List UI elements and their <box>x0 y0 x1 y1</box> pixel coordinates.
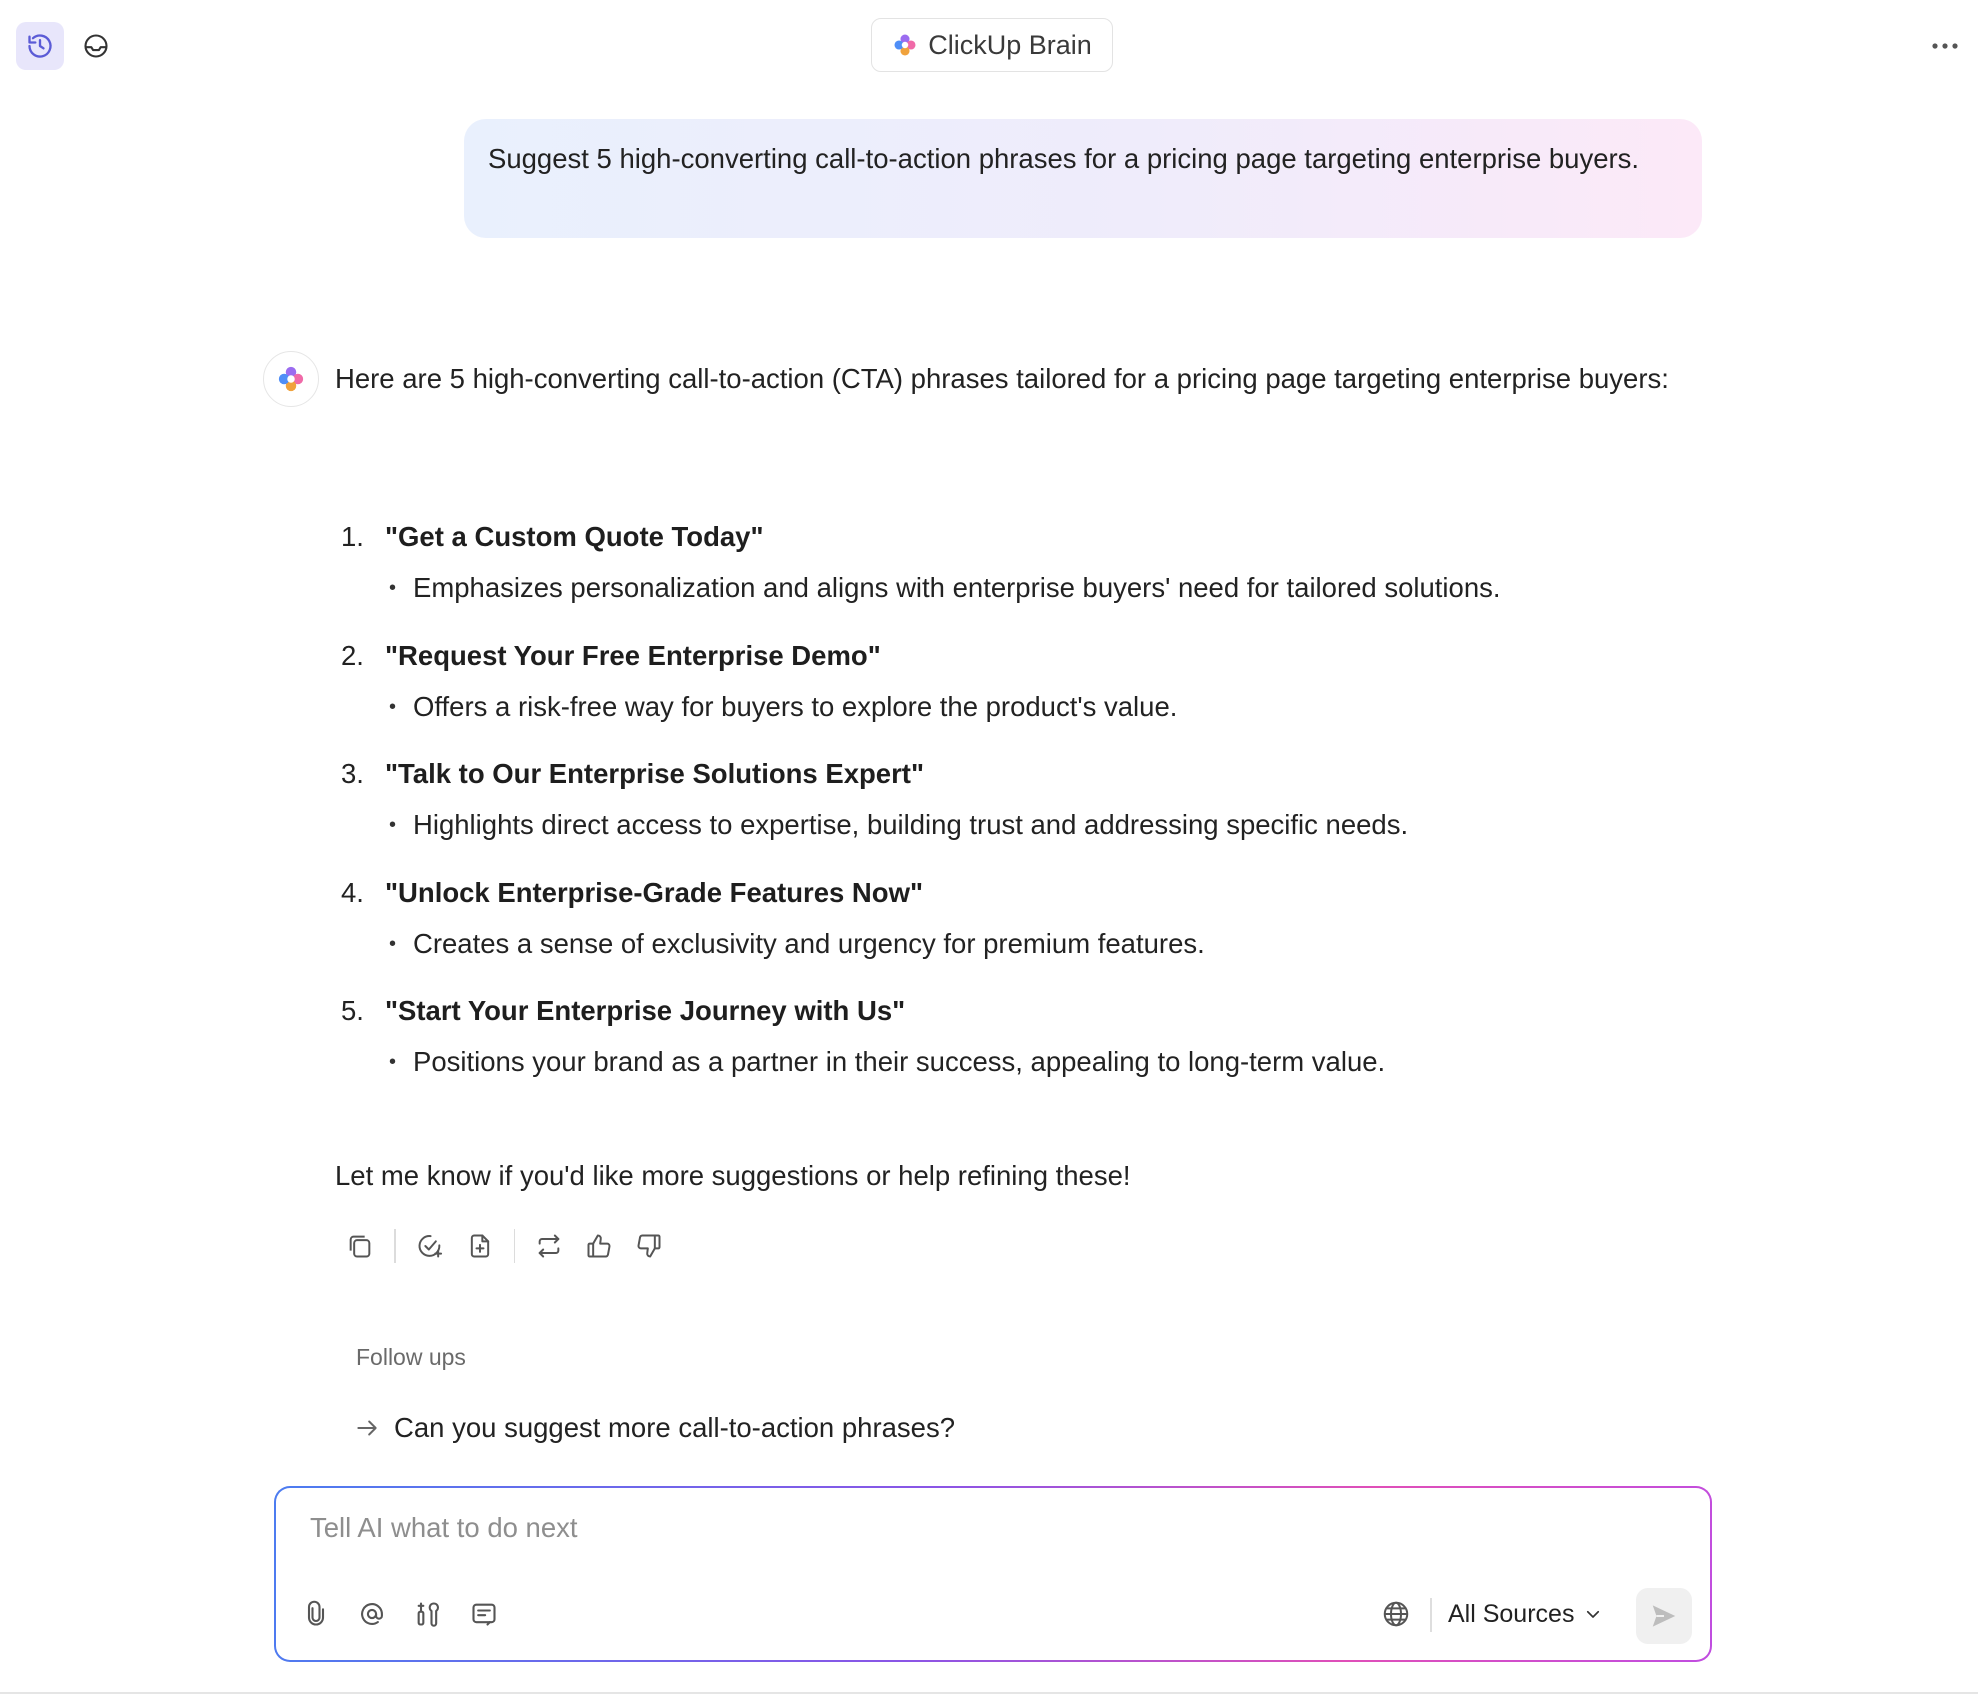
followup-text: Can you suggest more call-to-action phrases? <box>394 1412 955 1443</box>
cta-title: "Get a Custom Quote Today" <box>385 521 764 552</box>
cta-detail: • Highlights direct access to expertise, building trust and addressing specific needs. <box>413 801 1408 849</box>
add-to-doc-button[interactable] <box>458 1224 502 1268</box>
history-clock-icon <box>26 32 54 60</box>
chevron-down-icon <box>1584 1605 1602 1623</box>
template-icon <box>470 1600 498 1628</box>
ai-avatar <box>263 351 319 407</box>
copy-icon <box>346 1232 374 1260</box>
composer <box>274 1486 1712 1662</box>
regenerate-icon <box>535 1232 563 1260</box>
inbox-button[interactable] <box>72 22 120 70</box>
list-number: 4. <box>341 876 364 908</box>
send-button[interactable] <box>1636 1588 1692 1644</box>
thumbs-up-button[interactable] <box>577 1224 621 1268</box>
brain-logo-icon <box>892 32 918 58</box>
cta-detail: • Creates a sense of exclusivity and urgency for premium features. <box>413 920 1205 968</box>
divider <box>394 1229 396 1263</box>
cta-detail: • Offers a risk-free way for buyers to explore the product's value. <box>413 683 1177 731</box>
add-to-doc-icon <box>466 1232 494 1260</box>
brain-logo-icon <box>276 364 306 394</box>
arrow-right-icon <box>354 1415 380 1441</box>
globe-icon <box>1381 1599 1411 1629</box>
regenerate-button[interactable] <box>527 1224 571 1268</box>
mention-icon <box>358 1600 386 1628</box>
cta-title: "Request Your Free Enterprise Demo" <box>385 639 881 671</box>
list-number: 3. <box>341 758 364 789</box>
inbox-icon <box>82 32 110 60</box>
sources-label: All Sources <box>1448 1599 1575 1628</box>
prompt-input[interactable] <box>310 1512 1510 1544</box>
create-task-icon <box>416 1232 444 1260</box>
sources-dropdown[interactable] <box>1448 1592 1602 1636</box>
list-item <box>335 632 1695 751</box>
tools-button[interactable] <box>406 1592 450 1636</box>
list-item <box>335 513 1695 632</box>
cta-list <box>335 513 1695 1106</box>
cta-detail: • Emphasizes personalization and aligns with enterprise buyers' need for tailored solutions. <box>413 564 1501 612</box>
list-number: 2. <box>341 639 364 671</box>
list-number: 5. <box>341 995 364 1026</box>
mention-button[interactable] <box>350 1592 394 1636</box>
send-icon <box>1649 1601 1679 1631</box>
cta-title: "Unlock Enterprise-Grade Features Now" <box>385 876 924 908</box>
list-number: 1. <box>341 521 364 552</box>
attach-icon <box>302 1600 330 1628</box>
ai-response-intro: Here are 5 high-converting call-to-action (CTA) phrases tailored for a pricing page targeting enterprise buyers: <box>335 363 1669 394</box>
list-item <box>335 987 1695 1106</box>
tools-icon <box>414 1600 442 1628</box>
copy-button[interactable] <box>338 1224 382 1268</box>
followups-label: Follow ups <box>356 1344 466 1370</box>
cta-title: "Talk to Our Enterprise Solutions Expert" <box>385 758 924 789</box>
brain-title-pill[interactable] <box>871 18 1113 72</box>
followup-suggestion[interactable] <box>354 1412 955 1444</box>
template-button[interactable] <box>462 1592 506 1636</box>
user-message-bubble <box>464 119 1702 238</box>
cta-detail: • Positions your brand as a partner in their success, appealing to long-term value. <box>413 1038 1385 1086</box>
create-task-button[interactable] <box>408 1224 452 1268</box>
response-actions <box>338 1224 671 1268</box>
thumbs-down-icon <box>635 1232 663 1260</box>
user-message-text: Suggest 5 high-converting call-to-action phrases for a pricing page targeting enterprise buyers. <box>488 143 1640 174</box>
divider <box>1430 1598 1432 1632</box>
thumbs-down-button[interactable] <box>627 1224 671 1268</box>
history-button[interactable] <box>16 22 64 70</box>
composer-inner <box>276 1488 1710 1660</box>
list-item <box>335 869 1695 988</box>
more-horizontal-icon <box>1931 42 1959 50</box>
page-title: ClickUp Brain <box>928 29 1092 60</box>
divider <box>514 1229 516 1263</box>
list-item <box>335 750 1695 869</box>
web-search-button[interactable] <box>1374 1592 1418 1636</box>
thumbs-up-icon <box>585 1232 613 1260</box>
more-options-button[interactable] <box>1924 26 1966 66</box>
cta-title: "Start Your Enterprise Journey with Us" <box>385 995 906 1026</box>
ai-response-outro: Let me know if you'd like more suggestions or help refining these! <box>335 1160 1131 1191</box>
attach-button[interactable] <box>294 1592 338 1636</box>
